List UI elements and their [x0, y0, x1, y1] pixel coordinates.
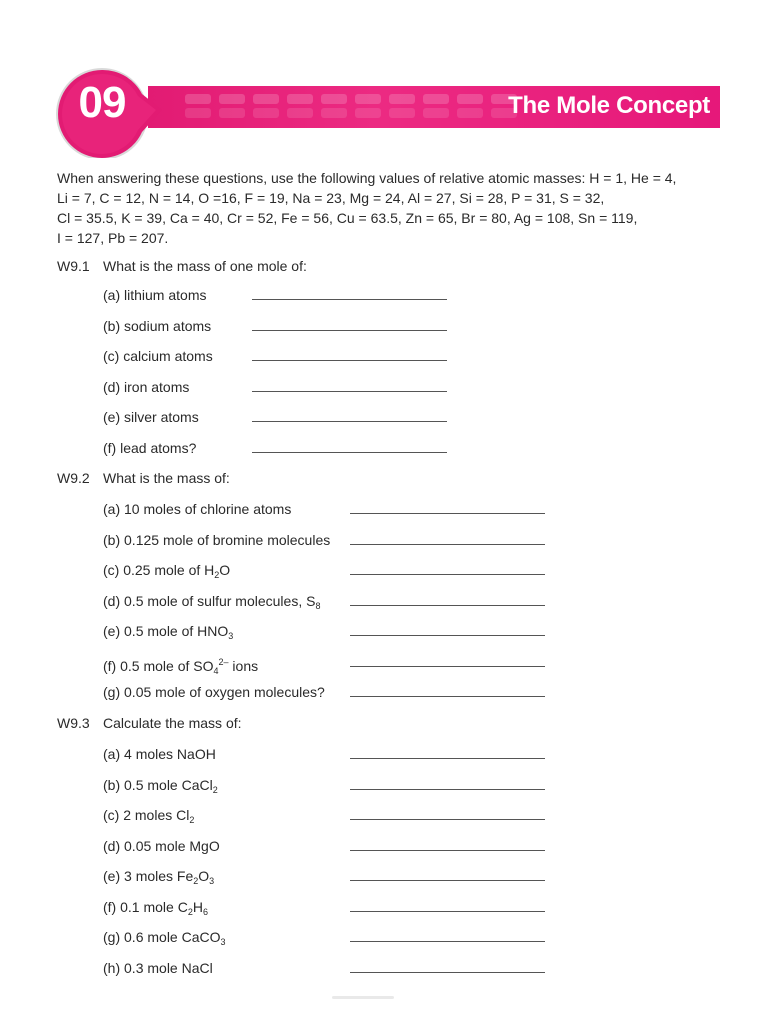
answer-blank[interactable] [252, 299, 447, 300]
item-label: (d) [103, 837, 121, 854]
question-item [103, 347, 213, 365]
answer-blank[interactable] [350, 819, 545, 820]
item-text: 0.25 mole of $H_2O$ [123, 562, 231, 580]
item-label: (b) [103, 776, 121, 793]
item-label: (f) [103, 439, 117, 456]
answer-blank[interactable] [350, 513, 545, 514]
answer-blank[interactable] [350, 605, 545, 606]
item-text: 0.5 mole CaCl$_2$ [124, 776, 218, 795]
answer-blank[interactable] [252, 360, 447, 361]
item-text: 0.6 mole CaCO$_3$ [124, 929, 226, 947]
item-label: (c) [103, 807, 120, 823]
question-item [103, 653, 258, 680]
item-label: (h) [103, 959, 121, 976]
question-item [103, 561, 230, 584]
item-label: (f) [103, 657, 117, 674]
item-label: (b) [103, 531, 121, 548]
question-item [103, 500, 291, 518]
answer-blank[interactable] [350, 666, 545, 667]
intro-line: Cl = 35.5, K = 39, Ca = 40, Cr = 52, Fe = 56, Cu = 63.5, Zn = 65, Br = 80, Ag = 108, Sn = 119, [57, 210, 638, 226]
item-label: (f) [103, 898, 117, 915]
item-label: (g) [103, 929, 121, 945]
answer-blank[interactable] [350, 911, 545, 912]
question-item [103, 531, 330, 549]
instructions [57, 168, 717, 248]
item-label: (a) [103, 501, 121, 517]
question-item [103, 592, 320, 615]
question-item [103, 317, 211, 335]
question-item [103, 867, 214, 890]
question-prompt: Calculate the mass of: [103, 715, 242, 731]
answer-blank[interactable] [350, 941, 545, 942]
question-item [103, 837, 220, 855]
item-label: (c) [103, 348, 120, 364]
item-label: (e) [103, 623, 121, 639]
answer-blank[interactable] [350, 544, 545, 545]
answer-blank[interactable] [252, 452, 447, 453]
question-item [103, 286, 206, 304]
answer-blank[interactable] [350, 635, 545, 636]
question-item [103, 378, 189, 396]
answer-blank[interactable] [350, 758, 545, 759]
item-text: 0.3 mole NaCl [124, 959, 213, 976]
item-text: calcium atoms [123, 348, 213, 364]
intro-line: I = 127, Pb = 207. [57, 230, 169, 246]
answer-blank[interactable] [350, 850, 545, 851]
item-text: sodium atoms [124, 317, 212, 334]
question-item [103, 928, 226, 951]
chapter-title: The Mole Concept [508, 92, 710, 119]
item-text: 2 moles $Cl_2$ [123, 807, 195, 825]
question-prompt: What is the mass of: [103, 470, 230, 486]
chapter-header [0, 0, 768, 160]
question-number: W9.2 [57, 470, 90, 486]
item-text: 3 moles $Fe_2O_3$ [124, 868, 215, 886]
banner-pattern-row2 [185, 108, 517, 118]
answer-blank[interactable] [252, 421, 447, 422]
question-prompt: What is the mass of one mole of: [103, 258, 307, 274]
question-number: W9.3 [57, 715, 90, 731]
item-text: silver atoms [124, 409, 199, 425]
item-label: (d) [103, 592, 121, 609]
answer-blank[interactable] [252, 330, 447, 331]
question-item [103, 408, 199, 426]
question-heading [57, 257, 307, 275]
item-text: 0.05 mole of oxygen molecules? [124, 684, 325, 700]
item-text: lithium atoms [124, 287, 207, 303]
item-text: lead atoms? [120, 439, 197, 456]
item-text: iron atoms [124, 378, 190, 395]
question-heading [57, 469, 230, 487]
question-item [103, 776, 218, 799]
question-item [103, 959, 213, 977]
intro-line: When answering these questions, use the following values of relative atomic masses: H = 1, He = 4, [57, 170, 677, 186]
item-label: (d) [103, 378, 121, 395]
answer-blank[interactable] [252, 391, 447, 392]
item-text: 0.1 mole $C_2H_6$ [120, 898, 208, 917]
question-item [103, 683, 325, 701]
item-text: 0.05 mole MgO [124, 837, 220, 854]
answer-blank[interactable] [350, 574, 545, 575]
question-item [103, 439, 196, 457]
item-text: 0.5 mole of sulfur molecules, $S_8$ [124, 592, 321, 611]
question-number: W9.1 [57, 258, 90, 274]
banner-pattern [185, 94, 517, 104]
question-item [103, 898, 208, 921]
question-item [103, 622, 233, 645]
answer-blank[interactable] [350, 972, 545, 973]
item-label: (e) [103, 868, 121, 884]
item-label: (e) [103, 409, 121, 425]
answer-blank[interactable] [350, 789, 545, 790]
item-text: 4 moles NaOH [124, 746, 216, 762]
answer-blank[interactable] [350, 880, 545, 881]
item-label: (b) [103, 317, 121, 334]
item-label: (c) [103, 562, 120, 578]
chapter-number: 09 [78, 78, 126, 127]
question-heading [57, 714, 242, 732]
page-footer-mark [332, 996, 394, 999]
intro-line: Li = 7, C = 12, N = 14, O =16, F = 19, Na = 23, Mg = 24, Al = 27, Si = 28, P = 31, S = 32, [57, 190, 605, 206]
item-text: 0.125 mole of bromine molecules [124, 531, 331, 548]
item-text: 0.5 mole of $SO_4^{2-}$ ions [120, 656, 259, 676]
item-label: (a) [103, 746, 121, 762]
question-item [103, 745, 216, 763]
answer-blank[interactable] [350, 696, 545, 697]
item-text: 0.5 mole of $HNO_3$ [124, 623, 234, 641]
item-label: (a) [103, 287, 121, 303]
item-label: (g) [103, 684, 121, 700]
question-item [103, 806, 194, 829]
item-text: 10 moles of chlorine atoms [124, 501, 292, 517]
